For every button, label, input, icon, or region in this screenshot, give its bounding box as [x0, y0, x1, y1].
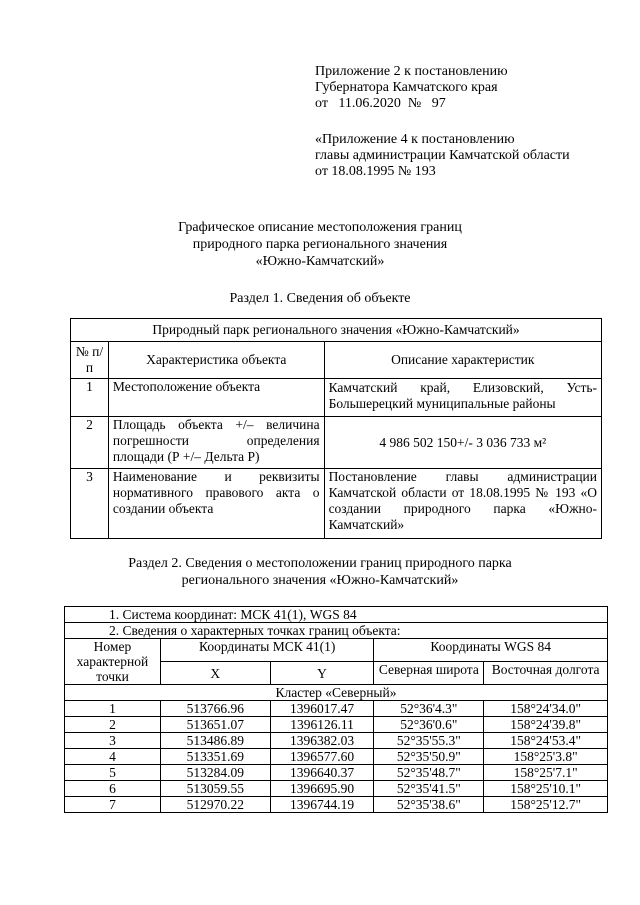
title-line-2: природного парка регионального значения — [192, 237, 448, 252]
point-y: 1396744.19 — [270, 797, 374, 813]
point-lat: 52°35'38.6" — [374, 797, 484, 813]
cluster-label: Кластер «Северный» — [65, 685, 608, 701]
point-num: 7 — [65, 797, 161, 813]
row-num: 2 — [71, 417, 109, 469]
table-row — [65, 765, 608, 781]
point-num: 5 — [65, 765, 161, 781]
point-x: 513766.96 — [160, 701, 270, 717]
row-num: 3 — [71, 469, 109, 539]
point-x: 513284.09 — [160, 765, 270, 781]
point-num: 3 — [65, 733, 161, 749]
table-row — [65, 749, 608, 765]
row-desc: Камчатский край, Елизовский, Усть-Большерецкий муниципальные районы — [324, 379, 601, 417]
col-header-char: Характеристика объекта — [108, 342, 324, 379]
row-desc: Постановление главы администрации Камчатской области от 18.08.1995 № 193 «О создании природного парка «Южно-Камчатский» — [324, 469, 601, 539]
coordinate-system: 1. Система координат: МСК 41(1), WGS 84 — [65, 607, 608, 623]
appendix-line-2: Губернатора Камчатского края — [315, 80, 498, 95]
col-header-desc: Описание характеристик — [324, 342, 601, 379]
point-num: 2 — [65, 717, 161, 733]
point-lon: 158°25'12.7" — [484, 797, 608, 813]
point-lon: 158°24'53.4" — [484, 733, 608, 749]
point-y: 1396695.90 — [270, 781, 374, 797]
table-row — [65, 733, 608, 749]
title-line-3: «Южно-Камчатский» — [255, 254, 385, 269]
section1-heading: Раздел 1. Сведения об объекте — [229, 291, 411, 306]
point-x: 512970.22 — [160, 797, 270, 813]
col-header-north: Северная широта — [374, 662, 484, 685]
col-header-wgs: Координаты WGS 84 — [374, 639, 608, 662]
point-num: 1 — [65, 701, 161, 717]
coordinates-table — [64, 606, 608, 813]
point-lon: 158°25'3.8" — [484, 749, 608, 765]
col-header-num: № п/п — [71, 342, 109, 379]
appendix-line-5: главы администрации Камчатской области — [315, 148, 570, 163]
point-x: 513351.69 — [160, 749, 270, 765]
point-y: 1396640.37 — [270, 765, 374, 781]
point-num: 4 — [65, 749, 161, 765]
point-x: 513651.07 — [160, 717, 270, 733]
point-lat: 52°35'55.3" — [374, 733, 484, 749]
appendix-line-6: от 18.08.1995 № 193 — [315, 164, 436, 179]
row-desc: 4 986 502 150+/- 3 036 733 м² — [324, 417, 601, 469]
point-x: 513486.89 — [160, 733, 270, 749]
point-num: 6 — [65, 781, 161, 797]
row-char: Площадь объекта +/– величина погрешности определения площади (Р +/– Дельта Р) — [108, 417, 324, 469]
col-header-east: Восточная долгота — [484, 662, 608, 685]
col-header-msk: Координаты МСК 41(1) — [160, 639, 374, 662]
point-x: 513059.55 — [160, 781, 270, 797]
point-lon: 158°24'39.8" — [484, 717, 608, 733]
point-lat: 52°35'41.5" — [374, 781, 484, 797]
point-lat: 52°36'4.3" — [374, 701, 484, 717]
table-row — [65, 717, 608, 733]
table-title: Природный парк регионального значения «Южно-Камчатский» — [71, 319, 602, 342]
section2-heading-line-2: регионального значения «Южно-Камчатский» — [181, 573, 459, 588]
row-num: 1 — [71, 379, 109, 417]
point-y: 1396577.60 — [270, 749, 374, 765]
col-header-y: Y — [270, 662, 374, 685]
point-y: 1396017.47 — [270, 701, 374, 717]
point-lon: 158°24'34.0" — [484, 701, 608, 717]
point-lat: 52°35'50.9" — [374, 749, 484, 765]
table-row — [71, 469, 602, 539]
title-line-1: Графическое описание местоположения границ — [178, 220, 462, 235]
table-row — [65, 701, 608, 717]
appendix-line-3: от 11.06.2020 № 97 — [315, 96, 446, 111]
table-row — [65, 781, 608, 797]
row-char: Местоположение объекта — [108, 379, 324, 417]
point-lon: 158°25'10.1" — [484, 781, 608, 797]
point-lat: 52°36'0.6" — [374, 717, 484, 733]
object-info-table — [70, 318, 602, 539]
appendix-line-1: Приложение 2 к постановлению — [315, 64, 508, 79]
points-title: 2. Сведения о характерных точках границ объекта: — [65, 623, 608, 639]
col-header-point: Номер характерной точки — [65, 639, 161, 685]
appendix-line-4: «Приложение 4 к постановлению — [315, 132, 515, 147]
table-row — [71, 417, 602, 469]
row-char: Наименование и реквизиты нормативного правового акта о создании объекта — [108, 469, 324, 539]
table-row — [65, 797, 608, 813]
point-lon: 158°25'7.1" — [484, 765, 608, 781]
point-y: 1396382.03 — [270, 733, 374, 749]
col-header-x: X — [160, 662, 270, 685]
point-lat: 52°35'48.7" — [374, 765, 484, 781]
point-y: 1396126.11 — [270, 717, 374, 733]
table-row — [71, 379, 602, 417]
section2-heading-line-1: Раздел 2. Сведения о местоположении границ природного парка — [128, 556, 512, 571]
